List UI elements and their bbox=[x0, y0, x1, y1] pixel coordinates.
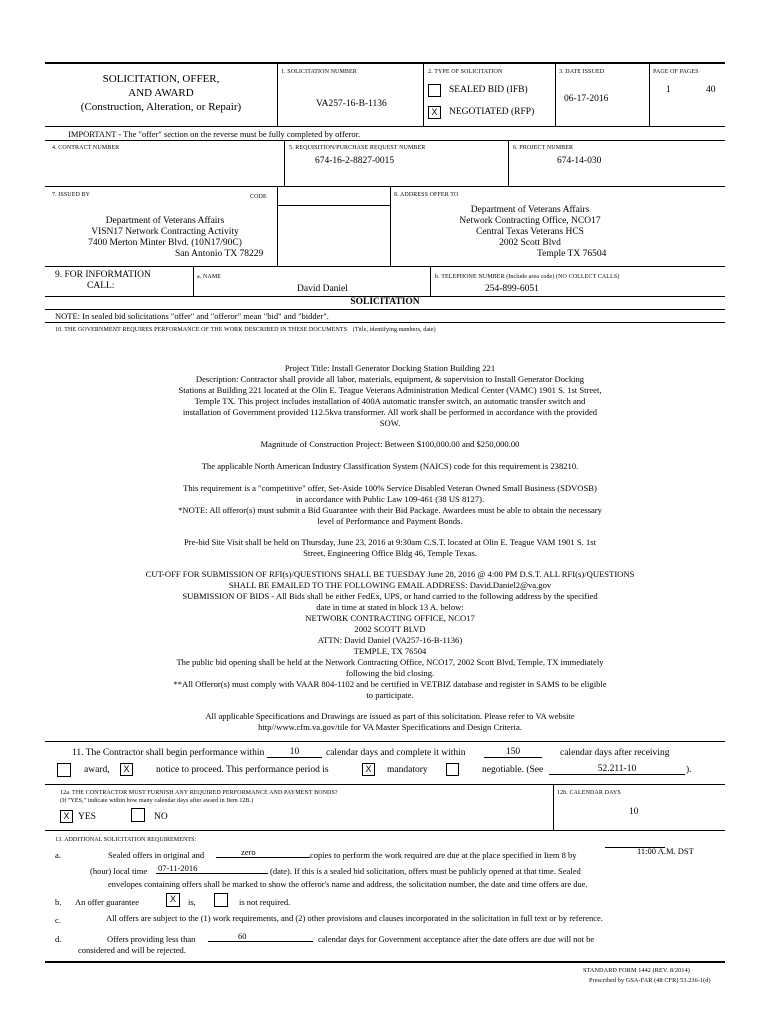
performance-text-b: calendar days and complete it within bbox=[326, 748, 466, 758]
body-line: This requirement is a "competitive" offer, Set-Aside 100% Service Disabled Veteran Owned Small Business (SDVOSB) bbox=[183, 483, 597, 493]
address-line: 2002 Scott Blvd bbox=[499, 238, 561, 248]
divider bbox=[45, 266, 725, 267]
body-line: level of Performance and Payment Bonds. bbox=[317, 516, 463, 526]
requisition-number-label: 5. REQUISITION/PURCHASE REQUEST NUMBER bbox=[289, 145, 426, 151]
copies-text: zero bbox=[241, 847, 256, 857]
specifications-note bbox=[120, 711, 660, 733]
address-line: Network Contracting Office, NCO17 bbox=[459, 216, 601, 226]
sealed-bid-checkbox[interactable] bbox=[428, 84, 441, 97]
sealed-bid-label: SEALED BID (IFB) bbox=[449, 85, 528, 95]
offers-subject-text: All offers are subject to the (1) work requirements, and (2) other provisions and clauses incorporated in the solicitation in full text or by reference. bbox=[106, 913, 603, 923]
label-subtext: (Title, identifying numbers, date) bbox=[352, 327, 436, 333]
body-line: TEMPLE, TX 76504 bbox=[353, 646, 427, 656]
project-description bbox=[120, 363, 660, 429]
cutoff-submission bbox=[110, 569, 670, 701]
negotiable-label: negotiable. (See bbox=[482, 765, 544, 775]
divider bbox=[45, 309, 725, 310]
address-line: VISN17 Network Contracting Activity bbox=[91, 227, 239, 237]
body-line: **All Offeror(s) must comply with VAAR 804-1102 and be certified in VETBIZ database and register in SAMS to be eligible bbox=[173, 679, 607, 689]
calendar-days-value[interactable]: 10 bbox=[629, 807, 639, 817]
naics-code: The applicable North American Industry Classification System (NAICS) code for this requirement is 238210. bbox=[201, 461, 579, 471]
address-offer-to-city: Temple TX 76504 bbox=[537, 249, 607, 259]
body-line: The public bid opening shall be held at the Network Contracting Office, NCO17, 2002 Scott Blvd, Temple, TX immediately bbox=[176, 657, 604, 667]
award-label: award, bbox=[84, 765, 110, 775]
complete-days-value[interactable]: 150 bbox=[484, 747, 542, 758]
solicitation-type-label: 2. TYPE OF SOLICITATION bbox=[428, 69, 503, 75]
work-description-label bbox=[55, 327, 436, 333]
performance-text-c: calendar days after receiving bbox=[560, 748, 670, 758]
body-line: ATTN: David Daniel (VA257-16-B-1136) bbox=[317, 635, 463, 645]
address-line: Department of Veterans Affairs bbox=[105, 216, 225, 226]
envelope-text: envelopes containing offers shall be marked to show the offeror's name and address, the solicitation number, the date and time offers are due. bbox=[108, 879, 588, 889]
acceptance-days-text: 60 bbox=[238, 931, 247, 941]
page-total: 40 bbox=[706, 85, 716, 95]
body-line: Project Title: Install Generator Docking Station Building 221 bbox=[284, 363, 496, 373]
form-title bbox=[45, 72, 277, 114]
offer-guarantee-text: An offer guarantee bbox=[75, 897, 140, 907]
magnitude: Magnitude of Construction Project: Between $100,000.00 and $250,000.00 bbox=[260, 439, 520, 449]
requisition-number-value[interactable]: 674-16-2-8827-0015 bbox=[315, 156, 395, 166]
divider bbox=[45, 186, 725, 187]
bid-note: NOTE: In sealed bid solicitations "offer" and "offeror" mean "bid" and "bidder". bbox=[55, 311, 329, 321]
issued-by-label: 7. ISSUED BY bbox=[52, 192, 91, 198]
body-line: SOW. bbox=[379, 418, 401, 428]
bonds-yes-label: YES bbox=[78, 812, 96, 822]
performance-text-a: 11. The Contractor shall begin performance within bbox=[72, 748, 265, 758]
project-number-value[interactable]: 674-14-030 bbox=[557, 156, 602, 166]
prescribed-by: Prescribed by GSA-FAR (48 CFR) 53.236-1(d) bbox=[589, 977, 711, 984]
due-text: copies to perform the work required are due at the place specified in Item 8 by bbox=[310, 850, 577, 860]
rejected-text: considered and will be rejected. bbox=[78, 945, 186, 955]
divider bbox=[553, 784, 554, 830]
page-number: 1 bbox=[666, 85, 671, 95]
issued-by-city: San Antonio TX 78229 bbox=[175, 249, 264, 259]
form-bottom-border bbox=[45, 961, 725, 963]
mandatory-checkbox[interactable]: X bbox=[362, 763, 375, 776]
notice-to-proceed-checkbox[interactable]: X bbox=[120, 763, 133, 776]
divider bbox=[45, 784, 725, 785]
telephone-value[interactable]: 254-899-6051 bbox=[485, 284, 539, 294]
item-letter: b. bbox=[55, 897, 62, 907]
award-checkbox[interactable] bbox=[57, 763, 71, 777]
form-title-line: AND AWARD bbox=[128, 87, 194, 99]
body-line: to participate. bbox=[366, 690, 414, 700]
date-issued-label: 3. DATE ISSUED bbox=[559, 69, 605, 75]
body-line: *NOTE: All offeror(s) must submit a Bid Guarantee with their Bid Package. Awardees must be able to obtain the necessary bbox=[178, 505, 602, 515]
bonds-yes-checkbox[interactable]: X bbox=[60, 810, 73, 823]
due-date-value[interactable] bbox=[156, 863, 268, 874]
local-time-text: (hour) local time bbox=[90, 866, 148, 876]
divider bbox=[390, 186, 391, 266]
bonds-no-checkbox[interactable] bbox=[131, 808, 145, 822]
divider bbox=[284, 140, 285, 186]
negotiable-checkbox[interactable] bbox=[446, 763, 459, 776]
divider bbox=[430, 266, 431, 296]
contact-name-value[interactable]: David Daniel bbox=[297, 284, 348, 294]
body-line: Description: Contractor shall provide all labor, materials, equipment, & supervision to Install Generator Docking bbox=[195, 374, 585, 384]
negotiated-label: NEGOTIATED (RFP) bbox=[449, 107, 535, 117]
contract-number-label: 4. CONTRACT NUMBER bbox=[52, 145, 120, 151]
form-number: STANDARD FORM 1442 (REV. 8/2014) bbox=[583, 967, 690, 974]
code-label: CODE bbox=[250, 194, 267, 200]
divider bbox=[45, 322, 725, 323]
divider bbox=[45, 140, 725, 141]
divider bbox=[45, 830, 725, 831]
body-line: Stations at Building 221 located at the Olin E. Teague Veterans Administration Medical Center (VAMC) 1901 S. 1st Street, bbox=[178, 385, 602, 395]
address-line: Department of Veterans Affairs bbox=[470, 205, 590, 215]
page-of-pages-label: PAGE OF PAGES bbox=[653, 69, 699, 75]
guarantee-is-not-label: is not required. bbox=[239, 897, 291, 907]
form-title-line: (Construction, Alteration, or Repair) bbox=[80, 101, 242, 113]
body-line: SUBMISSION OF BIDS - All Bids shall be either FedEx, UPS, or hand carried to the following address by the specified bbox=[182, 591, 598, 601]
body-line: installation of Government provided 112.5kva transformer. All work shall be performed in accordance with the provided bbox=[182, 407, 598, 417]
calendar-days-label: 12b. CALENDAR DAYS bbox=[557, 790, 621, 796]
solicitation-heading: SOLICITATION bbox=[350, 297, 420, 307]
bonds-no-label: NO bbox=[154, 812, 168, 822]
body-line: Temple TX. This project includes installation of 400A automatic transfer switch, an automatic transfer switch and bbox=[194, 396, 586, 406]
body-line: Pre-bid Site Visit shall be held on Thursday, June 23, 2016 at 9:30am C.S.T. located at Olin E. Teague VAM 1901 S. 1st bbox=[184, 537, 596, 547]
divider bbox=[277, 62, 278, 126]
item-letter: c. bbox=[55, 915, 61, 925]
bonds-label: 12a. THE CONTRACTOR MUST FURNISH ANY REQUIRED PERFORMANCE AND PAYMENT BONDS? bbox=[60, 790, 338, 796]
body-line: date in time at stated in block 13 A. below: bbox=[316, 602, 464, 612]
divider bbox=[193, 266, 194, 296]
sealed-bid-text: (date). If this is a sealed bid solicitation, offers must be publicly opened at that time. Sealed bbox=[270, 866, 581, 876]
body-line: CUT-OFF FOR SUBMISSION OF RFI(s)/QUESTIONS SHALL BE TUESDAY June 28, 2016 @ 4:00 PM D.S.T. ALL RFI(s)/QUESTIONS bbox=[145, 569, 635, 579]
sealed-offers-text: Sealed offers in original and bbox=[108, 850, 205, 860]
important-notice: IMPORTANT - The "offer" section on the reverse must be fully completed by offeror. bbox=[68, 129, 361, 139]
divider bbox=[277, 186, 278, 266]
divider bbox=[508, 140, 509, 186]
body-line: in accordance with Public Law 109-461 (38 US 8127). bbox=[295, 494, 485, 504]
copies-value[interactable] bbox=[216, 847, 310, 858]
address-line: 7400 Merton Minter Blvd. (10N17/90C) bbox=[88, 238, 242, 248]
form-title-line: SOLICITATION, OFFER, bbox=[102, 73, 220, 85]
due-time-value[interactable]: 11:00 A.M. DST bbox=[637, 846, 694, 856]
prebid-visit bbox=[120, 537, 660, 559]
divider bbox=[277, 205, 390, 206]
guarantee-is-label: is, bbox=[188, 897, 196, 907]
telephone-label: b. TELEPHONE NUMBER (Include area code) (NO COLLECT CALLS) bbox=[435, 274, 620, 280]
divider bbox=[649, 62, 650, 126]
address-line: Central Texas Veterans HCS bbox=[476, 227, 584, 237]
body-line: SHALL BE EMAILED TO THE FOLLOWING EMAIL ADDRESS: David.Daniel2@va.gov bbox=[228, 580, 552, 590]
set-aside bbox=[120, 483, 660, 527]
see-clause-value[interactable]: 52.211-10 bbox=[549, 764, 685, 775]
date-issued-value[interactable]: 06-17-2016 bbox=[564, 94, 609, 104]
item-letter: a. bbox=[55, 850, 61, 860]
start-days-value[interactable]: 10 bbox=[267, 747, 322, 758]
negotiated-checkbox[interactable]: X bbox=[428, 106, 441, 119]
divider bbox=[555, 62, 556, 126]
solicitation-number-value[interactable]: VA257-16-B-1136 bbox=[316, 99, 387, 109]
body-line: http//www.cfm.va.gov/tile for VA Master Specifications and Design Criteria. bbox=[258, 722, 522, 732]
contact-name-label: a. NAME bbox=[197, 274, 222, 280]
offers-less-than-text: Offers providing less than bbox=[107, 934, 196, 944]
see-close: ). bbox=[686, 765, 692, 775]
guarantee-is-not-checkbox[interactable] bbox=[214, 893, 228, 907]
due-date-text: 07-11-2016 bbox=[158, 863, 198, 873]
project-number-label: 6. PROJECT NUMBER bbox=[513, 145, 574, 151]
body-line: following the bid closing. bbox=[345, 668, 435, 678]
body-line: 2002 SCOTT BLVD bbox=[354, 624, 426, 634]
label-line: 9. FOR INFORMATION bbox=[55, 270, 151, 280]
divider bbox=[45, 126, 725, 127]
notice-to-proceed-label: notice to proceed. This performance period is bbox=[156, 765, 329, 775]
information-call-label bbox=[55, 270, 151, 292]
address-offer-to bbox=[440, 205, 620, 249]
mandatory-label: mandatory bbox=[387, 765, 428, 775]
form-top-border bbox=[45, 62, 725, 64]
body-line: Street, Engineering Office Bldg 46, Temple Texas. bbox=[303, 548, 477, 558]
item-letter: d. bbox=[55, 934, 62, 944]
label-text: 10. THE GOVERNMENT REQUIRES PERFORMANCE OF THE WORK DESCRIBED IN THESE DOCUMENTS bbox=[55, 327, 348, 333]
issued-by-address bbox=[70, 216, 260, 249]
additional-requirements-label: 13. ADDITIONAL SOLICITATION REQUIREMENTS: bbox=[55, 837, 197, 843]
acceptance-days-value[interactable] bbox=[208, 931, 313, 942]
bonds-sublabel: (If "YES," indicate within how many calendar days after award in Item 12B.) bbox=[60, 798, 254, 804]
acceptance-text: calendar days for Government acceptance after the date offers are due will not be bbox=[318, 934, 595, 944]
label-line: CALL: bbox=[87, 281, 115, 291]
divider bbox=[45, 741, 725, 742]
address-offer-to-label: 8. ADDRESS OFFER TO bbox=[394, 192, 459, 198]
guarantee-is-checkbox[interactable]: X bbox=[166, 893, 180, 907]
body-line: NETWORK CONTRACTING OFFICE, NCO17 bbox=[305, 613, 475, 623]
solicitation-number-label: 1. SOLICITATION NUMBER bbox=[281, 69, 357, 75]
body-line: All applicable Specifications and Drawings are issued as part of this solicitation. Please refer to VA website bbox=[205, 711, 575, 721]
divider bbox=[423, 62, 424, 126]
